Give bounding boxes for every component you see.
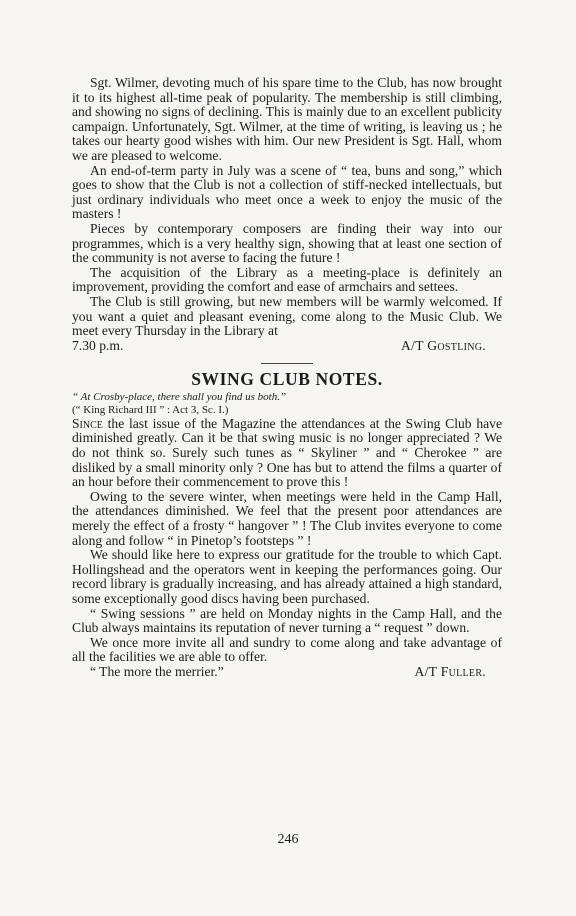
section-heading: SWING CLUB NOTES. bbox=[191, 369, 383, 390]
paragraph: We should like here to express our gratitude for the trouble to which Capt. Hollingshead and the operators went in keeping the performances going. Our record library is gradually increasing, and has already attained a high standard, some exceptionally good discs having been purchased. bbox=[72, 547, 502, 606]
paragraph: “ Swing sessions ” are held on Monday nights in the Camp Hall, and the Club always maintains its reputation of never turning a “ request ” down. bbox=[72, 605, 502, 636]
author-signature: A/T Fuller. bbox=[414, 663, 486, 679]
text-column bbox=[72, 76, 502, 680]
paragraph bbox=[72, 417, 502, 490]
paragraph-text: the last issue of the Magazine the attendances at the Swing Club have diminished greatly. Can it be that swing music is no longer appreciated ? We do not think so. Surely such tunes as “ Skyliner ” and “ Cherokee ” are disliked by a small minority only ? One has but to attend the films a quarter of an hour before their commencement to prove this ! bbox=[72, 415, 502, 490]
paragraph: An end-of-term party in July was a scene of “ tea, buns and song,” which goes to show that the Club is not a collection of stiff-necked intellectuals, but just ordinary individuals who meet once a week to enjoy the music of the masters ! bbox=[72, 162, 502, 222]
swing-club-notes bbox=[72, 369, 502, 679]
signature-line bbox=[72, 665, 502, 680]
epigraph: “ At Crosby-place, there shall you find us both.” bbox=[72, 390, 287, 403]
author-signature: A/T Gostling. bbox=[401, 337, 486, 353]
lead-word: Since bbox=[72, 415, 103, 431]
paragraph: We once more invite all and sundry to come along and take advantage of all the facilities we are able to offer. bbox=[72, 634, 502, 665]
music-club-notes bbox=[72, 76, 502, 353]
epigraph-citation: (“ King Richard III ” : Act 3, Sc. I.) bbox=[72, 403, 229, 416]
signature-line bbox=[72, 339, 502, 354]
paragraph: Owing to the severe winter, when meetings were held in the Camp Hall, the attendances diminished. We feel that the present poor attendances are merely the effect of a frosty “ hangover ” ! The Club invites everyone to come along and follow “ in Pinetop’s footsteps ” ! bbox=[72, 488, 502, 548]
closing-text: “ The more the merrier.” bbox=[90, 663, 224, 679]
paragraph: The Club is still growing, but new members will be warmly welcomed. If you want a quiet and pleasant evening, come along to the Music Club. We meet every Thursday in the Library at bbox=[72, 293, 502, 339]
page-number: 246 bbox=[277, 832, 299, 847]
paragraph: Pieces by contemporary composers are finding their way into our programmes, which is a very healthy sign, showing that at least one section of the community is not averse to facing the future ! bbox=[72, 220, 502, 266]
paragraph: The acquisition of the Library as a meeting-place is definitely an improvement, providing the comfort and ease of armchairs and settees. bbox=[72, 264, 502, 295]
closing-text: 7.30 p.m. bbox=[72, 337, 124, 353]
paragraph: Sgt. Wilmer, devoting much of his spare time to the Club, has now brought it to its highest all-time peak of popularity. The membership is still climbing, and showing no signs of declining. This is mainly due to an excellent publicity campaign. Unfortunately, Sgt. Wilmer, at the time of writing, is leaving us ; he takes our hearty good wishes with him. Our new President is Sgt. Hall, whom we are pleased to welcome. bbox=[72, 75, 502, 163]
section-divider bbox=[261, 363, 313, 364]
